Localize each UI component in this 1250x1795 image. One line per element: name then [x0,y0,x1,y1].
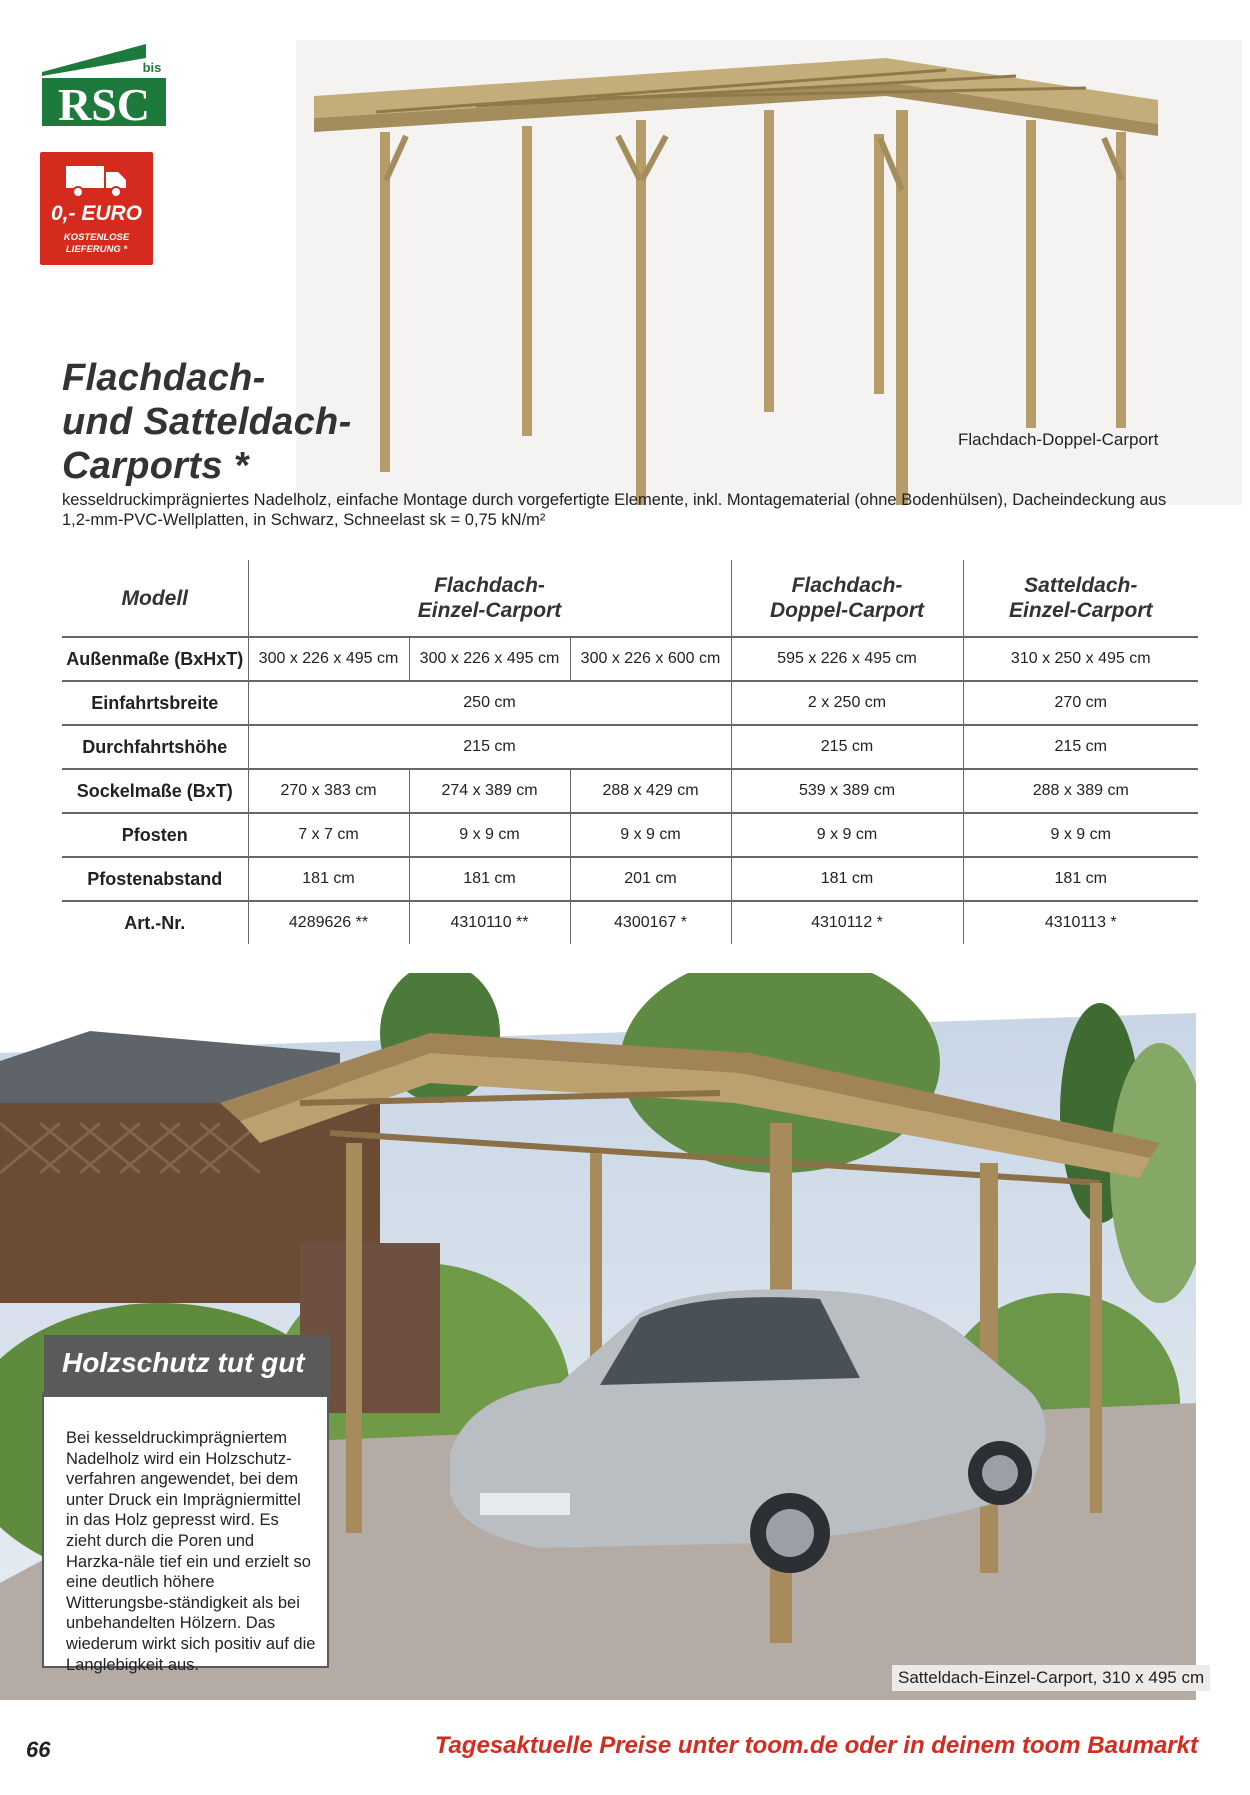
info-box-heading: Holzschutz tut gut [44,1335,330,1397]
info-box-text: Bei kesseldruckimprägniertem Nadelholz wird ein Holzschutz-verfahren angewendet, bei dem unter Druck ein Imprägniermittel in das Holz gepresst wird. Es zieht durch die Poren und Harzka-näle tief ein und erzielt so eine deutlich höhere Witterungsbe-ständigkeit als bei unbehandelten Hölzern. Das wiederum wirkt sich positiv auf die Langlebigkeit aus. [66,1429,316,1674]
product-description: kesseldruckimprägniertes Nadelholz, einfache Montage durch vorgefertigte Elemente, inkl. Montagematerial (ohne Bodenhülsen), Dacheindeckung aus 1,2-mm-PVC-Wellplatten, in Schwarz, Schneelast sk = 0,75 kN/m² [62,491,1167,529]
free-delivery-badge [40,152,153,265]
table-row: Durchfahrtshöhe 215 cm 215 cm 215 cm [62,725,1198,769]
badge-subtext: KOSTENLOSE LIEFERUNG * [63,232,130,255]
rsc-logo [42,44,166,126]
info-box [42,1392,329,1674]
table-row: Einfahrtsbreite 250 cm 2 x 250 cm 270 cm [62,681,1198,725]
page-number: 66 [26,1737,51,1762]
truck-icon [64,162,130,200]
header-flachdach-doppel: Flachdach- Doppel-Carport [731,560,963,637]
svg-text:bis: bis [142,60,162,75]
svg-text:RSC: RSC [57,79,151,126]
footer-slogan: Tagesaktuelle Preise unter toom.de oder in deinem toom Baumarkt [434,1732,1198,1759]
spec-table [62,560,1198,944]
top-image-caption: Flachdach-Doppel-Carport [952,428,1164,452]
header-modell: Modell [121,586,188,610]
table-row: Pfosten 7 x 7 cm 9 x 9 cm 9 x 9 cm 9 x 9 cm 9 x 9 cm [62,813,1198,857]
table-row: Pfostenabstand 181 cm 181 cm 201 cm 181 cm 181 cm [62,857,1198,901]
table-row: Art.-Nr. 4289626 ** 4310110 ** 4300167 * 4310112 * 4310113 * [62,901,1198,944]
table-row: Außenmaße (BxHxT) 300 x 226 x 495 cm 300 x 226 x 495 cm 300 x 226 x 600 cm 595 x 226 x 495 cm 310 x 250 x 495 cm [62,637,1198,681]
bottom-image-caption: Satteldach-Einzel-Carport, 310 x 495 cm [892,1665,1210,1691]
header-flachdach-einzel: Flachdach- Einzel-Carport [248,560,731,637]
badge-price: 0,- EURO [50,202,142,225]
page-title: Flachdach- und Satteldach- Carports * [62,357,352,487]
header-satteldach-einzel: Satteldach- Einzel-Carport [963,560,1198,637]
table-row: Sockelmaße (BxT) 270 x 383 cm 274 x 389 cm 288 x 429 cm 539 x 389 cm 288 x 389 cm [62,769,1198,813]
